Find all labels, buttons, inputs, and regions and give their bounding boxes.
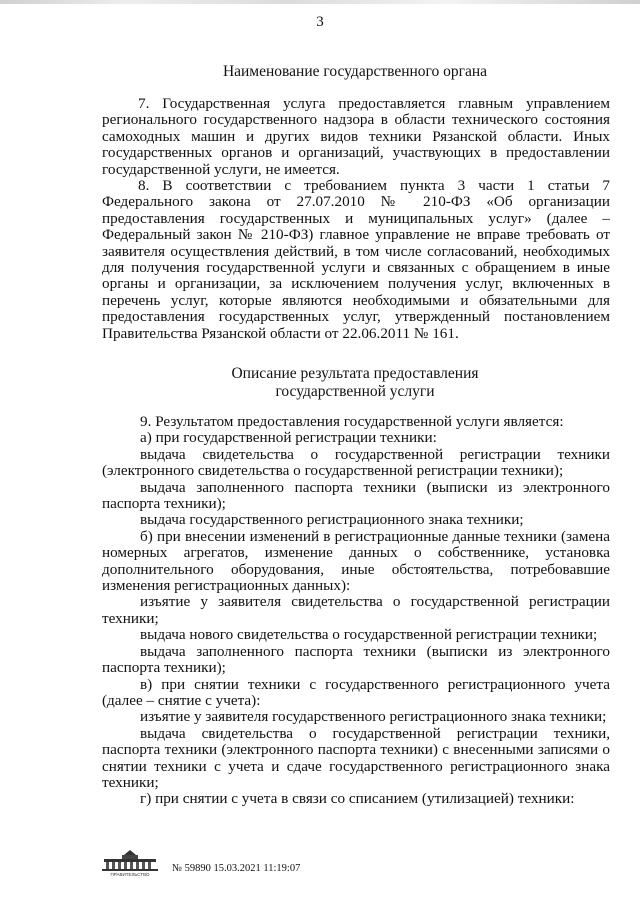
item-v-2: выдача свидетельства о государственной регистрации техники, паспорта техники (электронного паспорта техники) с внесенными записями о снятии техники с учета и сдаче государственного регистрационного знака техники; — [102, 724, 610, 791]
item-a: а) при государственной регистрации техники: — [140, 429, 437, 447]
footer — [100, 845, 520, 885]
heading-agency: Наименование государственного органа — [222, 63, 488, 80]
document-id-stamp: № 59890 15.03.2021 11:19:07 — [172, 863, 301, 874]
heading-result-line1: Описание результата предоставления — [231, 365, 479, 382]
item-a-1: выдача свидетельства о государственной регистрации техники (электронного свидетельства о государственной регистрации техники); — [102, 445, 610, 480]
paragraph-9: 9. Результатом предоставления государственной услуги является: — [140, 413, 564, 430]
item-b-2: выдача нового свидетельства о государственной регистрации техники; — [140, 626, 598, 644]
item-a-2: выдача заполненного паспорта техники (выписки из электронного паспорта техники); — [102, 478, 610, 513]
paragraph-7: 7. Государственная услуга предоставляется главным управлением регионального государственного надзора в области технического состояния самоходных машин и других видов техники Рязанской области. Иных государственных органов и организаций, участвующих в предоставлении государственной услуги, не имеется. — [102, 95, 610, 178]
item-g: г) при снятии с учета в связи со списанием (утилизацией) техники: — [140, 790, 575, 808]
section-agency — [102, 96, 610, 342]
item-b-1: изъятие у заявителя свидетельства о государственной регистрации техники; — [102, 593, 610, 627]
government-building-logo — [100, 849, 160, 877]
item-b-3: выдача заполненного паспорта техники (выписки из электронного паспорта техники); — [102, 642, 610, 677]
item-v-1: изъятие у заявителя государственного регистрационного знака техники; — [140, 708, 607, 726]
page-number: 3 — [316, 14, 324, 30]
heading-result — [100, 365, 610, 401]
logo-caption: ПРАВИТЕЛЬСТВО — [110, 872, 150, 877]
item-b: б) при внесении изменений в регистрационные данные техники (замена номерных агрегатов, изменение данных о собственнике, установка дополнительного оборудования, иные обстоятельства, потребовавшие изменения регистрационных данных): — [102, 527, 610, 595]
paragraph-8: 8. В соответствии с требованием пункта 3 части 1 статьи 7 Федерального закона от 27.07.2010 № 210-ФЗ «Об организации предоставления государственных и муниципальных услуг» (далее – Федеральный закон № 210-ФЗ) главное управление не вправе требовать от заявителя осуществления действий, в том числе согласований, необходимых для получения государственной услуги и связанных с обращением в иные органы и организации, за исключением получения услуг, включенных в перечень услуг, которые являются необходимыми и обязательными для предоставления государственных услуг, утвержденный постановлением Правительства Рязанской области от 22.06.2011 № 161. — [102, 177, 610, 342]
scan-edge — [0, 0, 640, 4]
heading-result-line2: государственной услуги — [275, 383, 435, 400]
item-v: в) при снятии техники с государственного регистрационного учета (далее – снятие с учета): — [102, 675, 610, 709]
item-a-3: выдача государственного регистрационного знака техники; — [140, 511, 524, 529]
section-result — [102, 414, 610, 808]
